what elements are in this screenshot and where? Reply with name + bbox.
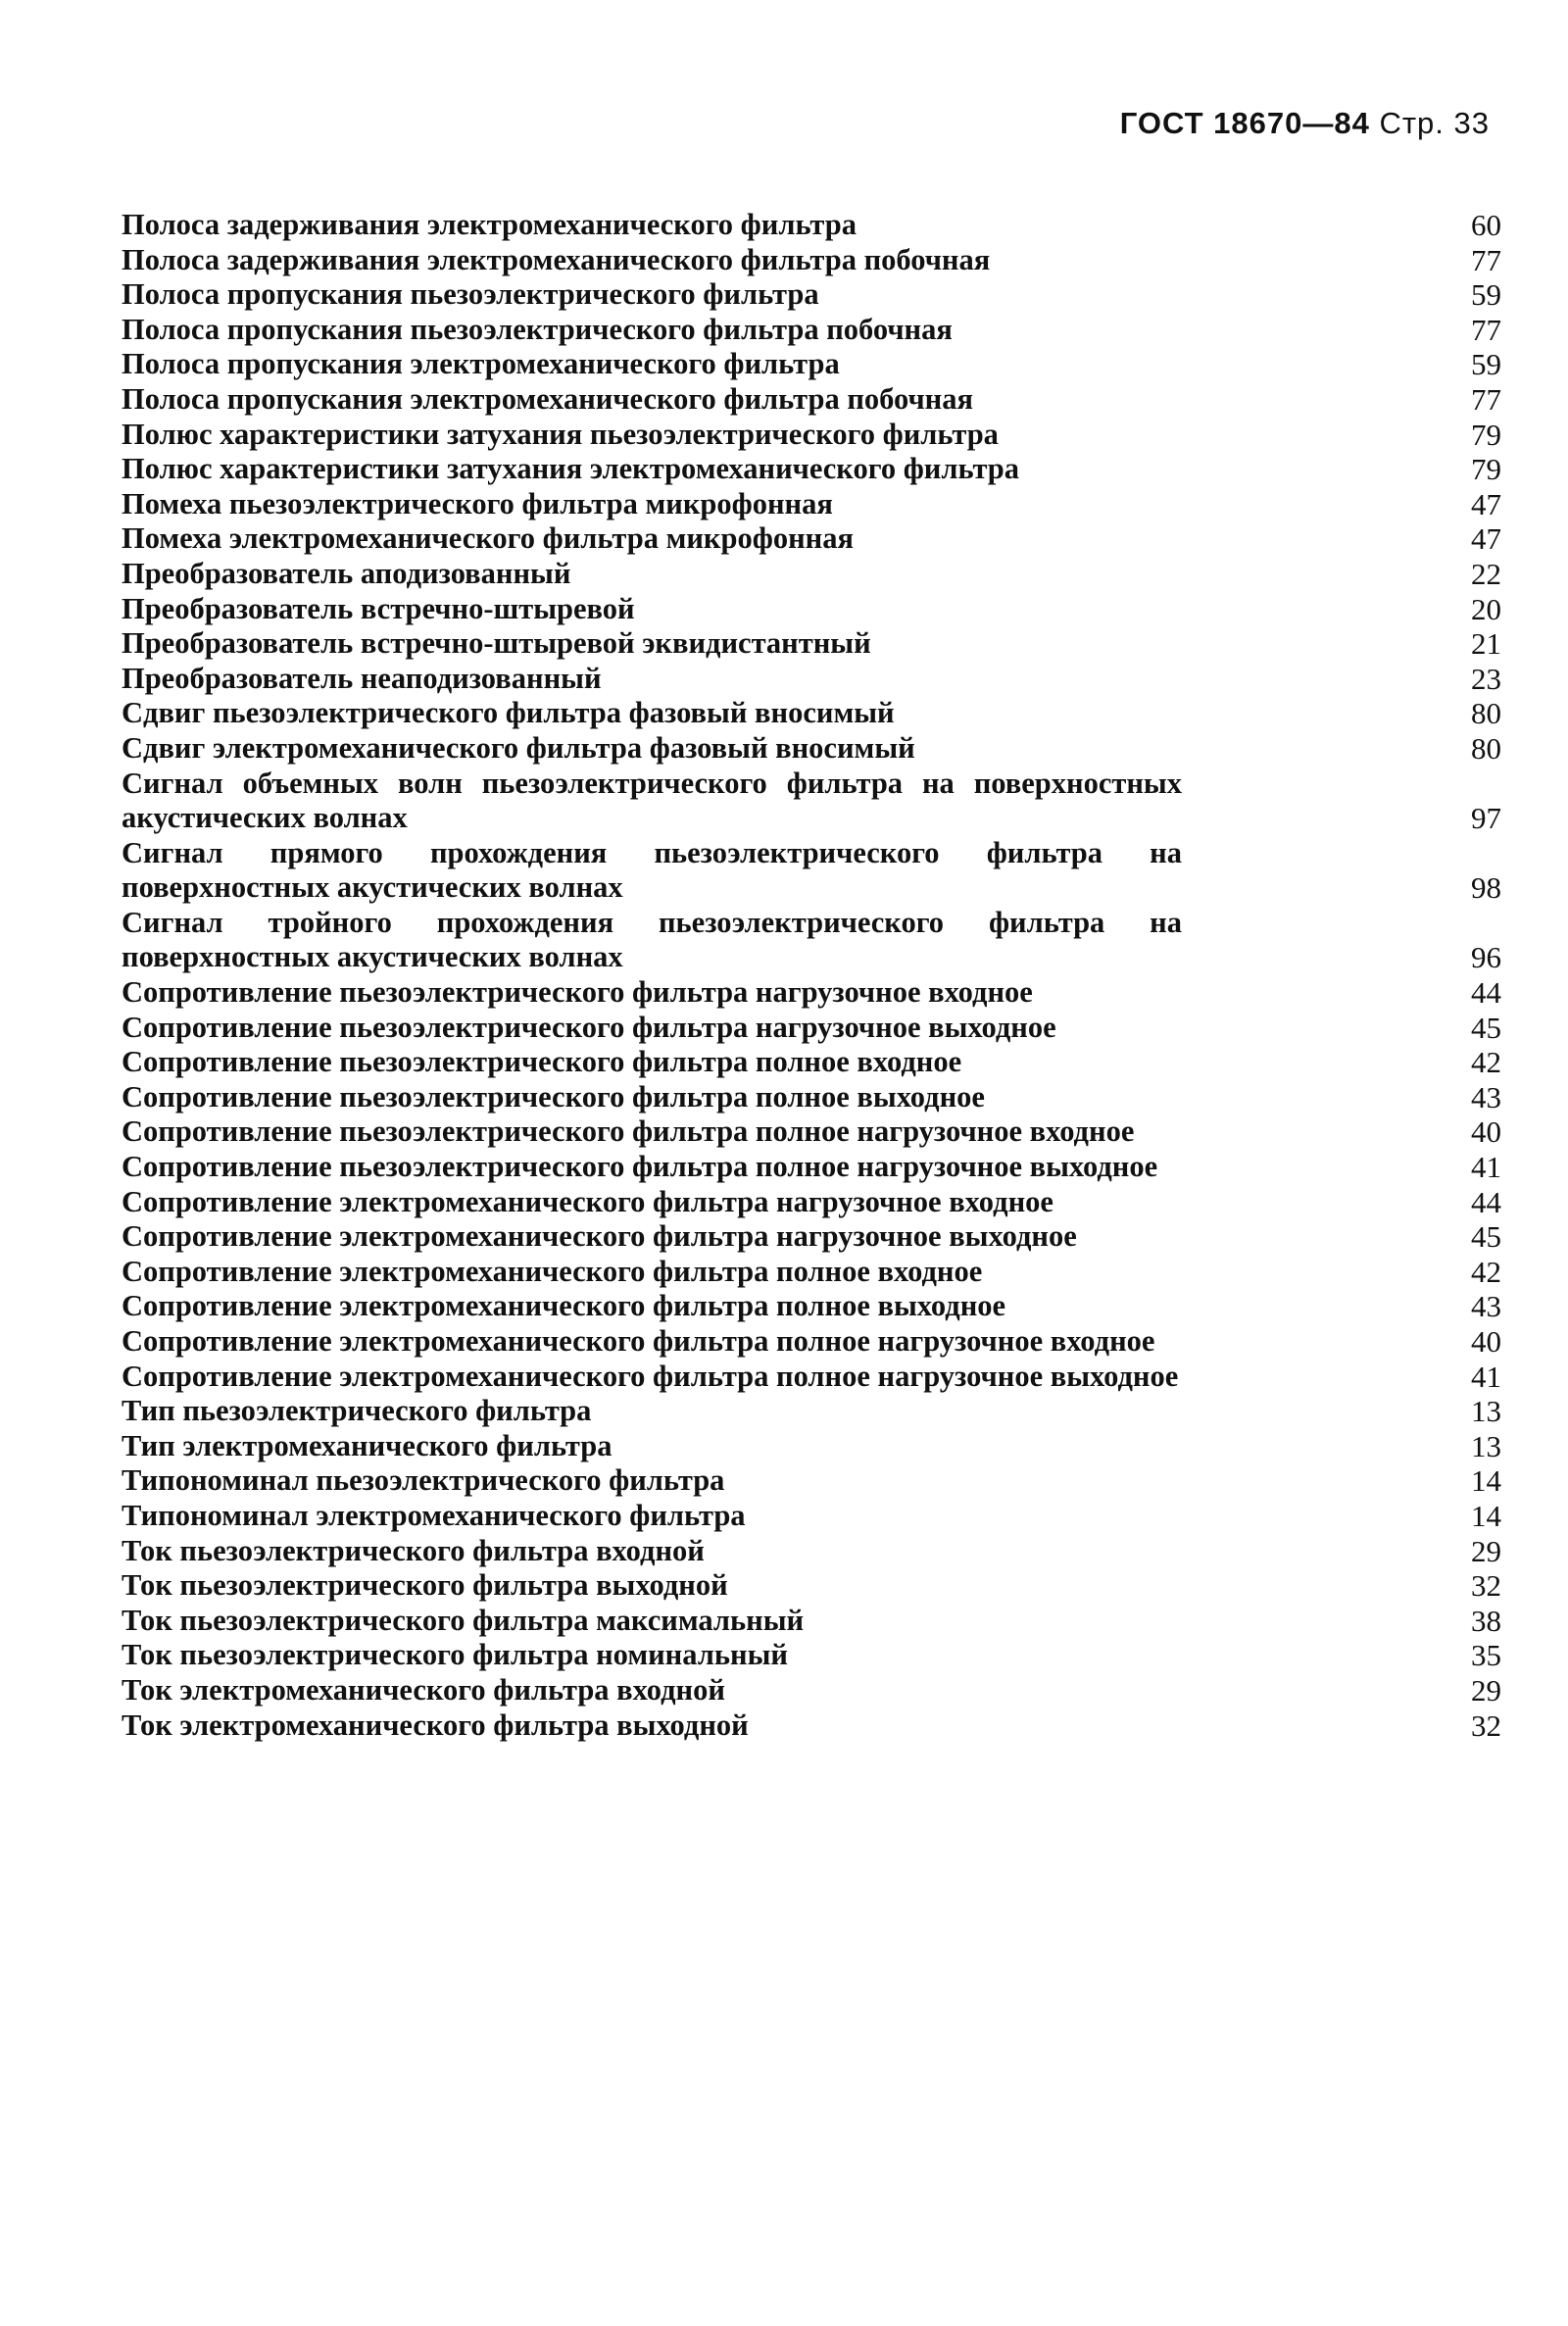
- index-term: Сопротивление электромеханического фильтра нагрузочное входное: [122, 1184, 1054, 1218]
- standard-number: ГОСТ 18670—84: [1119, 106, 1370, 140]
- index-term: Ток пьезоэлектрического фильтра выходной: [122, 1568, 728, 1603]
- index-page-number: 42: [1471, 1254, 1501, 1289]
- index-entry: [122, 1080, 1501, 1115]
- index-entry: [122, 1568, 1501, 1604]
- index-entry: [122, 1185, 1501, 1220]
- index-term: Преобразователь неаподизованный: [122, 661, 602, 695]
- index-page-number: 77: [1471, 242, 1501, 277]
- index-term: Полюс характеристики затухания электромеханического фильтра: [122, 452, 1020, 486]
- index-page-number: 35: [1471, 1638, 1501, 1673]
- index-page-number: 45: [1471, 1219, 1501, 1255]
- index-term: Помеха электромеханического фильтра микрофонная: [122, 521, 854, 556]
- index-page-number: 96: [1471, 940, 1501, 975]
- index-entry: [122, 731, 1501, 767]
- index-entry: [122, 1360, 1501, 1395]
- index-page-number: 40: [1471, 1114, 1501, 1150]
- index-term: Ток электромеханического фильтра выходной: [122, 1707, 749, 1742]
- index-entry: [122, 452, 1501, 487]
- index-page-number: 59: [1471, 277, 1501, 313]
- index-entry: [122, 1429, 1501, 1464]
- index-page-number: 29: [1471, 1533, 1501, 1568]
- index-term: Тип пьезоэлектрического фильтра: [122, 1394, 592, 1428]
- index-entry: [122, 767, 1501, 836]
- index-entry: [122, 557, 1501, 592]
- index-page-number: 32: [1471, 1568, 1501, 1604]
- index-entry: [122, 1463, 1501, 1499]
- index-term: Сопротивление пьезоэлектрического фильтра нагрузочное входное: [122, 975, 1033, 1010]
- index-term: Полоса пропускания электромеханического фильтра: [122, 347, 840, 381]
- index-entry: [122, 906, 1501, 975]
- index-term: Преобразователь встречно-штыревой: [122, 591, 635, 625]
- index-page-number: 47: [1471, 521, 1501, 557]
- index-term: Ток пьезоэлектрического фильтра входной: [122, 1533, 705, 1567]
- index-page-number: 22: [1471, 556, 1501, 591]
- index-page-number: 44: [1471, 975, 1501, 1011]
- index-term: Типономинал пьезоэлектрического фильтра: [122, 1463, 725, 1498]
- index-entry: [122, 1673, 1501, 1708]
- index-entry: [122, 208, 1501, 243]
- index-entry: [122, 626, 1501, 662]
- index-term: Сопротивление пьезоэлектрического фильтра полное входное: [122, 1045, 962, 1079]
- index-page-number: 98: [1471, 870, 1501, 906]
- index-term: Ток пьезоэлектрического фильтра номинальный: [122, 1638, 788, 1672]
- page-header: [1120, 106, 1490, 141]
- index-page-number: 60: [1471, 208, 1501, 242]
- index-entry: [122, 1638, 1501, 1673]
- index-entry: [122, 243, 1501, 278]
- index-term: Сигнал объемных волн пьезоэлектрического фильтра на поверхностных акустических волнах: [122, 766, 1182, 835]
- index-entry: [122, 1324, 1501, 1360]
- index-page-number: 13: [1471, 1428, 1501, 1463]
- index-page-number: 97: [1471, 801, 1501, 836]
- index-term: Сопротивление пьезоэлектрического фильтра полное нагрузочное выходное: [122, 1150, 1158, 1184]
- index-entry: [122, 1011, 1501, 1046]
- index-term: Полоса пропускания электромеханического фильтра побочная: [122, 381, 973, 416]
- page-number: Стр. 33: [1379, 106, 1490, 140]
- index-entry: [122, 1289, 1501, 1324]
- index-entry: [122, 277, 1501, 313]
- index-page-number: 29: [1471, 1672, 1501, 1707]
- index-entry: [122, 1255, 1501, 1290]
- index-page-number: 42: [1471, 1045, 1501, 1080]
- term-index: [122, 208, 1501, 1743]
- index-entry: [122, 1150, 1501, 1185]
- index-term: Сопротивление электромеханического фильтра полное нагрузочное выходное: [122, 1359, 1179, 1393]
- index-term: Полоса пропускания пьезоэлектрического фильтра побочная: [122, 312, 953, 346]
- index-entry: [122, 1604, 1501, 1639]
- index-page-number: 40: [1471, 1324, 1501, 1359]
- index-term: Тип электромеханического фильтра: [122, 1428, 612, 1462]
- index-page-number: 47: [1471, 486, 1501, 521]
- index-page-number: 45: [1471, 1010, 1501, 1045]
- index-term: Полоса пропускания пьезоэлектрического фильтра: [122, 277, 819, 312]
- index-entry: [122, 1114, 1501, 1150]
- index-page-number: 32: [1471, 1707, 1501, 1743]
- index-page-number: 41: [1471, 1150, 1501, 1185]
- index-term: Сигнал прямого прохождения пьезоэлектрического фильтра на поверхностных акустических волнах: [122, 835, 1182, 905]
- index-page-number: 38: [1471, 1603, 1501, 1638]
- index-term: Сопротивление пьезоэлектрического фильтра полное нагрузочное входное: [122, 1114, 1135, 1149]
- index-entry: [122, 382, 1501, 418]
- index-entry: [122, 1708, 1501, 1744]
- index-term: Полоса задерживания электромеханического фильтра побочная: [122, 242, 991, 276]
- index-entry: [122, 1045, 1501, 1080]
- index-term: Сигнал тройного прохождения пьезоэлектрического фильтра на поверхностных акустических волнах: [122, 905, 1182, 974]
- index-entry: [122, 1394, 1501, 1429]
- index-entry: [122, 975, 1501, 1011]
- index-term: Помеха пьезоэлектрического фильтра микрофонная: [122, 486, 833, 520]
- index-entry: [122, 1219, 1501, 1255]
- index-term: Сопротивление электромеханического фильтра полное выходное: [122, 1289, 1006, 1323]
- index-page-number: 21: [1471, 626, 1501, 662]
- index-page-number: 20: [1471, 591, 1501, 626]
- index-term: Сопротивление пьезоэлектрического фильтра нагрузочное выходное: [122, 1010, 1056, 1044]
- index-term: Преобразователь встречно-штыревой эквидистантный: [122, 626, 871, 661]
- index-page-number: 14: [1471, 1463, 1501, 1499]
- index-entry: [122, 418, 1501, 453]
- index-term: Ток электромеханического фильтра входной: [122, 1672, 725, 1707]
- index-term: Сопротивление пьезоэлектрического фильтра полное выходное: [122, 1079, 985, 1114]
- index-page-number: 79: [1471, 452, 1501, 487]
- index-page-number: 77: [1471, 312, 1501, 347]
- index-page-number: 43: [1471, 1289, 1501, 1324]
- index-page-number: 79: [1471, 417, 1501, 452]
- index-term: Ток пьезоэлектрического фильтра максимальный: [122, 1603, 805, 1637]
- index-term: Преобразователь аподизованный: [122, 556, 571, 590]
- index-entry: [122, 521, 1501, 557]
- index-page-number: 59: [1471, 347, 1501, 382]
- index-page-number: 23: [1471, 661, 1501, 696]
- index-entry: [122, 487, 1501, 522]
- index-term: Сопротивление электромеханического фильтра нагрузочное выходное: [122, 1219, 1077, 1254]
- index-page-number: 13: [1471, 1394, 1501, 1429]
- index-page-number: 41: [1471, 1359, 1501, 1394]
- index-entry: [122, 836, 1501, 906]
- index-page-number: 80: [1471, 696, 1501, 731]
- index-term: Сопротивление электромеханического фильтра полное нагрузочное входное: [122, 1324, 1155, 1358]
- index-term: Сдвиг электромеханического фильтра фазовый вносимый: [122, 730, 915, 765]
- index-entry: [122, 696, 1501, 731]
- index-entry: [122, 347, 1501, 382]
- index-page-number: 77: [1471, 381, 1501, 417]
- index-term: Типономинал электромеханического фильтра: [122, 1498, 746, 1532]
- index-entry: [122, 1534, 1501, 1569]
- index-entry: [122, 1499, 1501, 1534]
- index-page-number: 43: [1471, 1079, 1501, 1114]
- index-term: Полоса задерживания электромеханического фильтра: [122, 208, 857, 241]
- index-entry: [122, 662, 1501, 697]
- index-page-number: 80: [1471, 730, 1501, 766]
- index-entry: [122, 592, 1501, 627]
- index-page-number: 44: [1471, 1184, 1501, 1219]
- index-entry: [122, 313, 1501, 348]
- index-page-number: 14: [1471, 1498, 1501, 1533]
- index-term: Сопротивление электромеханического фильтра полное входное: [122, 1254, 983, 1288]
- index-term: Сдвиг пьезоэлектрического фильтра фазовый вносимый: [122, 696, 895, 730]
- index-term: Полюс характеристики затухания пьезоэлектрического фильтра: [122, 417, 999, 451]
